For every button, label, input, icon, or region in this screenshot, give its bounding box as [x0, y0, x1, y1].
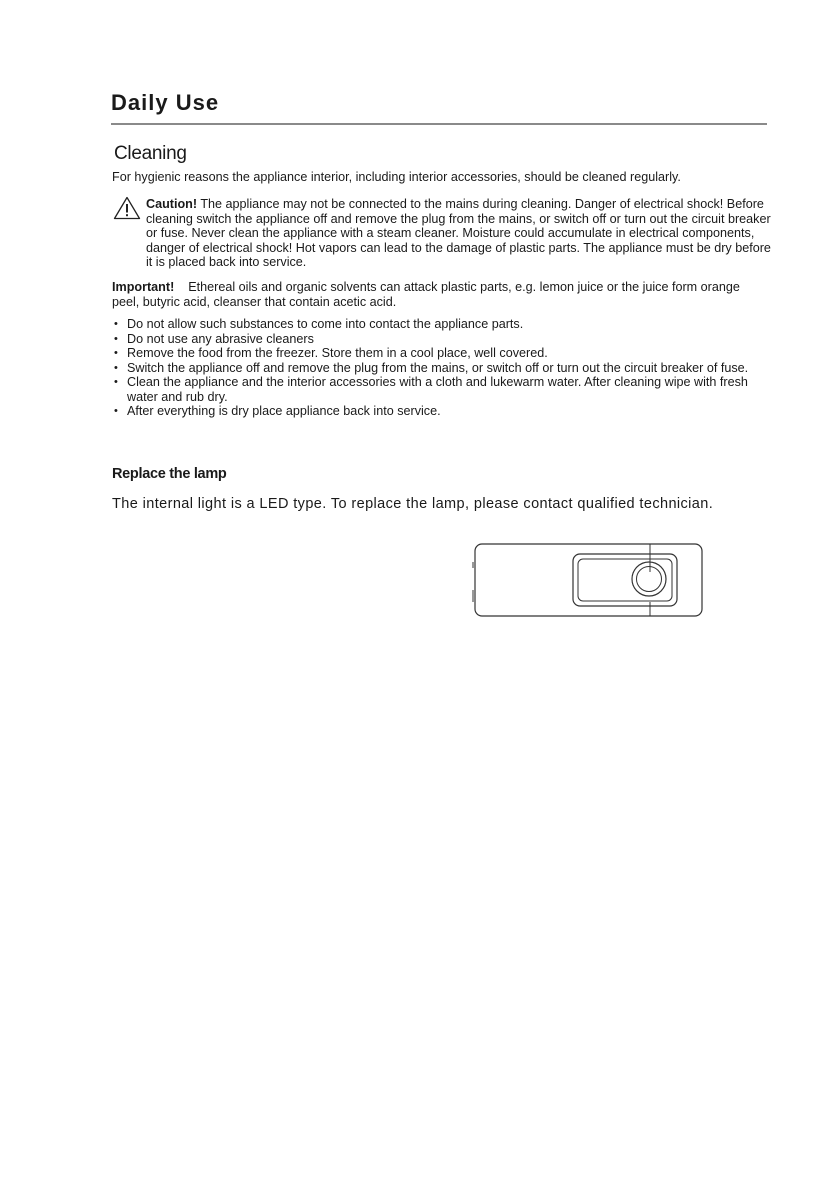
caution-paragraph: [146, 197, 771, 270]
lamp-heading: Replace the lamp: [112, 466, 227, 482]
lamp-text: The internal light is a LED type. To replace the lamp, please contact qualified technician.: [112, 496, 714, 512]
list-item: • Clean the appliance and the interior accessories with a cloth and lukewarm water. After cleaning wipe with fresh water and rub dry.: [113, 375, 773, 404]
important-label: Important!: [112, 280, 175, 294]
cleaning-intro: For hygienic reasons the appliance interior, including interior accessories, should be cleaned regularly.: [112, 170, 681, 184]
important-paragraph: [112, 280, 767, 309]
caution-text: The appliance may not be connected to the mains during cleaning. Danger of electrical shock! Before cleaning switch the appliance off and remove the plug from the mains, or switch off or turn out the circuit breaker or fuse. Never clean the appliance with a steam cleaner. Moisture could accumulate in electrical components, danger of electrical shock! Hot vapors can lead to the damage of plastic parts. The appliance must be dry before it is placed back into service.: [146, 197, 771, 269]
cleaning-heading: Cleaning: [114, 143, 187, 164]
page-title: Daily Use: [111, 90, 220, 115]
list-item: • Do not allow such substances to come into contact the appliance parts.: [113, 317, 773, 332]
list-item: • Switch the appliance off and remove the plug from the mains, or switch off or turn out the circuit breaker of fuse.: [113, 361, 773, 376]
led-lamp-housing-illustration: [468, 542, 706, 622]
caution-label: Caution!: [146, 197, 198, 211]
warning-triangle-icon: [113, 196, 141, 220]
list-item: • Do not use any abrasive cleaners: [113, 332, 773, 347]
cleaning-bullet-list: [113, 317, 773, 419]
title-divider: [111, 123, 767, 125]
list-item: • Remove the food from the freezer. Store them in a cool place, well covered.: [113, 346, 773, 361]
important-text: Ethereal oils and organic solvents can attack plastic parts, e.g. lemon juice or the juice form orange peel, butyric acid, cleanser that contain acetic acid.: [112, 280, 740, 309]
list-item: • After everything is dry place appliance back into service.: [113, 404, 773, 419]
